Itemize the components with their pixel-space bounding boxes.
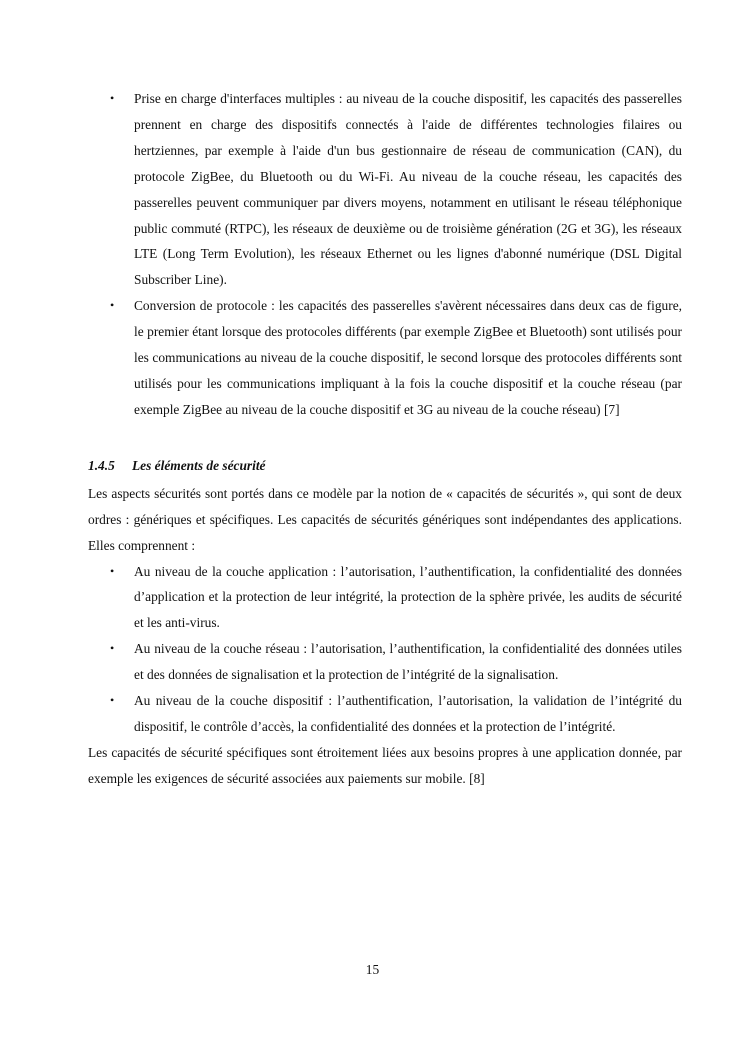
list-item-text: Prise en charge d'interfaces multiples : au niveau de la couche dispositif, les capacités des passerelles prennent en charge des dispositifs connectés à l'aide de différentes technologies filaires ou hertziennes, par exemple à l'aide d'un bus gestionnaire de réseau de communication (CAN), du protocole ZigBee, du Bluetooth ou du Wi-Fi. Au niveau de la couche réseau, les capacités des passerelles peuvent communiquer par divers moyens, notamment en utilisant le réseau téléphonique public commuté (RTPC), les réseaux de deuxième ou de troisième génération (2G et 3G), les réseaux LTE (Long Term Evolution), les réseaux Ethernet ou les lignes d'abonné numérique (DSL Digital Subscriber Line). [134,91,682,288]
bullet-icon: • [110,563,115,578]
bullet-icon: • [110,641,115,656]
list-item [88,636,682,688]
intro-paragraph: Les aspects sécurités sont portés dans ce modèle par la notion de « capacités de sécurités », qui sont de deux ordres : génériques et spécifiques. Les capacités de sécurités génériques sont indépendantes des applications. Elles comprennent : [88,485,682,553]
list-item [88,688,682,740]
gateway-capabilities-list [88,86,682,423]
list-item [88,293,682,423]
list-item-text: Au niveau de la couche application : l’autorisation, l’authentification, la confidentialité des données d’application et la protection de leur intégrité, la protection de la sphère privée, les audits de sécurité et les anti-virus. [134,563,682,631]
document-page [88,86,682,792]
section-number: 1.4.5 [88,457,115,473]
bullet-icon: • [110,693,115,708]
list-item [88,559,682,637]
list-item [88,86,682,293]
closing-paragraph: Les capacités de sécurité spécifiques sont étroitement liées aux besoins propres à une application donnée, par exemple les exigences de sécurité associées aux paiements sur mobile. [8] [88,744,682,786]
list-item-text: Conversion de protocole : les capacités des passerelles s'avèrent nécessaires dans deux cas de figure, le premier étant lorsque des protocoles différents (par exemple ZigBee et Bluetooth) sont utilisés pour les communications au niveau de la couche dispositif, le second lorsque des protocoles différents sont utilisés pour les communications impliquant à la fois la couche dispositif et la couche réseau (par exemple ZigBee au niveau de la couche dispositif et 3G au niveau de la couche réseau) [7] [134,298,682,417]
list-item-text: Au niveau de la couche dispositif : l’authentification, l’autorisation, la validation de l’intégrité du dispositif, le contrôle d’accès, la confidentialité des données et la protection de l’intégrité. [134,693,682,734]
section-heading [88,451,682,481]
bullet-icon: • [110,298,115,313]
page-number: 15 [365,962,380,977]
list-item-text: Au niveau de la couche réseau : l’autorisation, l’authentification, la confidentialité des données utiles et des données de signalisation et la protection de l’intégrité de la signalisation. [134,641,682,683]
section-title: Les éléments de sécurité [132,457,266,473]
bullet-icon: • [110,91,115,105]
security-capabilities-list [88,559,682,740]
